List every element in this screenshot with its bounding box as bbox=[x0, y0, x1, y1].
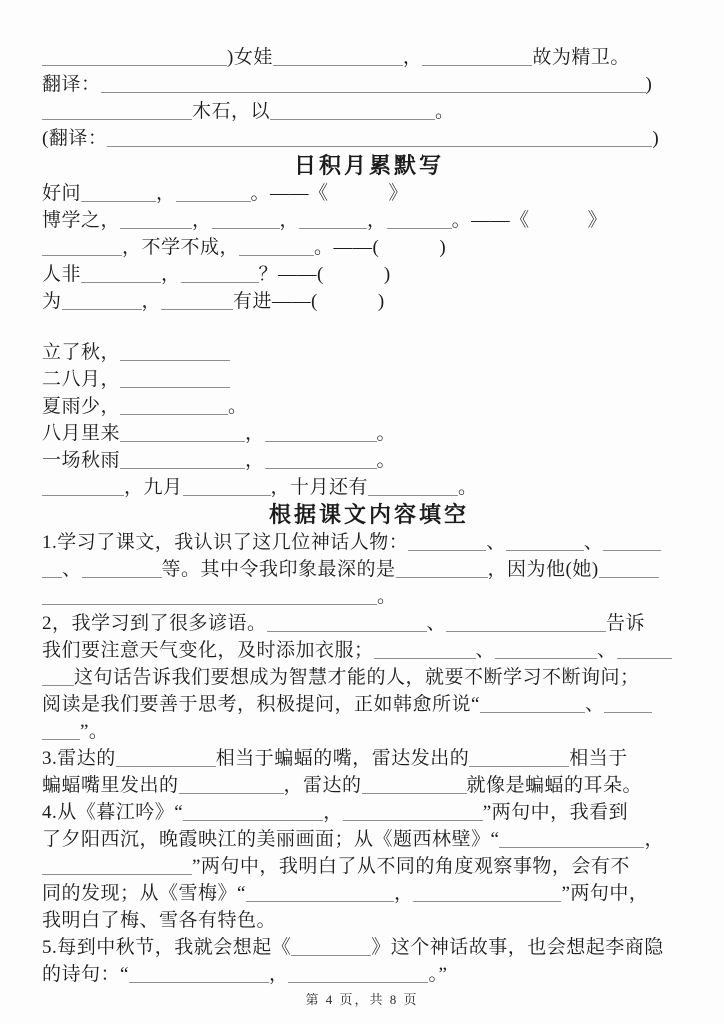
text-run: 为 bbox=[42, 291, 62, 312]
blank-field bbox=[396, 558, 488, 578]
blank-field bbox=[176, 182, 251, 202]
text-run: ， bbox=[161, 264, 181, 285]
blank-field bbox=[42, 558, 62, 578]
blank-field bbox=[62, 290, 142, 310]
text-run: 。 bbox=[228, 396, 248, 417]
question-3-line bbox=[42, 745, 696, 772]
text-run: 我们要注意天气变化，及时添加衣服； bbox=[42, 640, 374, 661]
text-run: 就像是蝙蝠的耳朵。 bbox=[466, 775, 643, 796]
text-run: 1.学习了课文，我认识了这几位神话人物： bbox=[42, 532, 409, 553]
text-run: 2，我学习到了很多谚语。 bbox=[42, 613, 267, 634]
text-run: ， bbox=[141, 291, 162, 312]
blank-field bbox=[42, 100, 192, 120]
text-run: 、 bbox=[597, 640, 617, 661]
blank-field bbox=[120, 209, 192, 229]
blank-field bbox=[42, 855, 192, 875]
blank-field bbox=[374, 639, 476, 659]
text-run: ) bbox=[377, 291, 385, 312]
text-run: ， bbox=[245, 423, 265, 444]
blank-field bbox=[42, 46, 227, 66]
question-1-line bbox=[42, 529, 696, 556]
question-4-line bbox=[42, 799, 696, 826]
text-run: ， bbox=[156, 183, 176, 204]
jingwei-passage-line bbox=[42, 98, 696, 125]
blank-field bbox=[179, 774, 284, 794]
weather-proverbs-line bbox=[42, 393, 696, 420]
text-run: 、 bbox=[475, 640, 496, 661]
text-run: ， bbox=[268, 964, 289, 985]
text-run: 告诉 bbox=[606, 613, 646, 634]
text-run: ) bbox=[652, 128, 660, 149]
text-run: 阅读是我们要善于思考，积极提问，正如韩愈所说“ bbox=[42, 694, 480, 715]
text-run: 。 bbox=[435, 101, 455, 122]
blank-field bbox=[291, 936, 371, 956]
blank-field bbox=[101, 73, 646, 93]
text-run: 5.每到中秋节，我就会想起《 bbox=[42, 937, 292, 958]
blank-field bbox=[42, 476, 124, 496]
vertical-gap bbox=[42, 315, 696, 339]
riji-quotes-line bbox=[42, 288, 696, 315]
blank-field bbox=[368, 476, 458, 496]
text-run: 翻译： bbox=[42, 74, 101, 95]
text-run: 一场秋雨 bbox=[42, 450, 121, 471]
riji-quotes-line bbox=[42, 261, 696, 288]
text-run: 相当于 bbox=[569, 748, 628, 769]
blank-field bbox=[603, 531, 661, 551]
worksheet-body bbox=[42, 44, 696, 988]
blank-field bbox=[181, 263, 259, 283]
text-run: 。” bbox=[428, 964, 448, 985]
text-run: 。 bbox=[376, 423, 397, 444]
text-run: ， bbox=[393, 883, 414, 904]
jingwei-passage-line bbox=[42, 44, 696, 71]
blank-field bbox=[183, 801, 323, 821]
blank-field bbox=[81, 182, 156, 202]
text-run: 人非 bbox=[42, 264, 82, 285]
text-run: ， bbox=[245, 450, 265, 471]
blank-field bbox=[116, 747, 216, 767]
blank-field bbox=[617, 639, 672, 659]
text-run: 故为精卫。 bbox=[532, 47, 630, 68]
blank-field bbox=[469, 747, 569, 767]
text-run: ”两句中，我看到 bbox=[482, 802, 629, 823]
text-run: ) bbox=[645, 74, 653, 95]
text-run: 、 bbox=[486, 532, 506, 553]
text-run: 等。其中令我印象最深的是 bbox=[161, 559, 396, 580]
question-4-line bbox=[42, 907, 696, 934]
blank-field bbox=[273, 46, 403, 66]
blank-field bbox=[183, 476, 271, 496]
blank-field bbox=[81, 263, 161, 283]
text-run: ， bbox=[367, 210, 387, 231]
page-footer: 第 4 页，共 8 页 bbox=[305, 992, 419, 1007]
question-1-line bbox=[42, 583, 696, 610]
blank-field bbox=[446, 612, 606, 632]
text-run: ？——( bbox=[258, 264, 324, 285]
text-run: 博学之， bbox=[42, 210, 121, 231]
text-run: 夏雨少， bbox=[42, 396, 121, 417]
question-5-line bbox=[42, 934, 696, 961]
text-run: 。——( bbox=[314, 237, 380, 258]
blank-field bbox=[495, 639, 597, 659]
question-4-line bbox=[42, 853, 696, 880]
blank-field bbox=[129, 963, 269, 983]
blank-field bbox=[161, 290, 233, 310]
blank-field bbox=[120, 341, 230, 361]
text-run: 》 bbox=[388, 183, 409, 204]
text-run: 好问 bbox=[42, 183, 82, 204]
question-1-line bbox=[42, 556, 696, 583]
blank-field bbox=[265, 449, 377, 469]
text-run: 3.雷达的 bbox=[42, 748, 116, 769]
text-run: 木石，以 bbox=[192, 101, 271, 122]
text-run: 、 bbox=[583, 532, 604, 553]
riji-quotes-line bbox=[42, 234, 696, 261]
riji-quotes-line bbox=[42, 207, 696, 234]
blank-field bbox=[42, 720, 80, 740]
weather-proverbs-line bbox=[42, 474, 696, 501]
text-run: 、 bbox=[62, 559, 82, 580]
blank-field bbox=[408, 531, 486, 551]
blank-field bbox=[120, 449, 245, 469]
blank-field bbox=[413, 882, 561, 902]
blank-field bbox=[599, 558, 659, 578]
text-run: ， bbox=[644, 829, 664, 850]
text-run: ， bbox=[402, 47, 423, 68]
blank-field bbox=[120, 422, 245, 442]
text-run: 立了秋， bbox=[42, 342, 121, 363]
jingwei-passage-line bbox=[42, 125, 696, 152]
blank-field bbox=[120, 368, 230, 388]
blank-field bbox=[120, 395, 228, 415]
text-run: 蝙蝠嘴里发出的 bbox=[42, 775, 179, 796]
weather-proverbs-line bbox=[42, 447, 696, 474]
blank-field bbox=[506, 531, 584, 551]
text-run: (翻译： bbox=[42, 128, 108, 149]
text-run: 相当于蝙蝠的嘴，雷达发出的 bbox=[215, 748, 470, 769]
text-run: ，不学不成， bbox=[122, 237, 240, 258]
text-run: ) bbox=[383, 264, 391, 285]
blank-field bbox=[265, 422, 377, 442]
blank-field bbox=[239, 236, 314, 256]
text-run: 了夕阳西沉，晚霞映江的美丽画面；从《题西林壁》“ bbox=[42, 829, 500, 850]
text-run: 。——《 bbox=[451, 210, 530, 231]
header-kewen-tiankong: 根据课文内容填空 bbox=[268, 502, 469, 527]
question-2-line bbox=[42, 610, 696, 637]
text-run: 。 bbox=[458, 477, 478, 498]
question-4-line bbox=[42, 880, 696, 907]
blank-field bbox=[299, 209, 367, 229]
blank-field bbox=[362, 774, 467, 794]
text-run: ，因为他(她) bbox=[487, 559, 599, 580]
text-run: ， bbox=[192, 210, 212, 231]
text-run: 、 bbox=[426, 613, 447, 634]
blank-field bbox=[343, 801, 483, 821]
text-run: 我明白了梅、雪各有特色。 bbox=[42, 910, 277, 931]
text-run: ， bbox=[323, 802, 343, 823]
text-run: ) bbox=[439, 237, 447, 258]
text-run: ，雷达的 bbox=[283, 775, 362, 796]
blank-field bbox=[42, 236, 122, 256]
blank-field bbox=[212, 209, 280, 229]
question-4-line bbox=[42, 826, 696, 853]
blank-field bbox=[107, 127, 652, 147]
header-riji-moxie: 日积月累默写 bbox=[293, 153, 444, 178]
jingwei-passage-line bbox=[42, 71, 696, 98]
text-run: ”两句中，我明白了从不同的角度观察事物，会有不 bbox=[192, 856, 630, 877]
blank-field bbox=[499, 828, 644, 848]
blank-field bbox=[422, 46, 532, 66]
question-3-line bbox=[42, 772, 696, 799]
text-run: 。 bbox=[376, 450, 397, 471]
question-2-line bbox=[42, 664, 696, 691]
blank-field bbox=[82, 558, 162, 578]
text-run: 同的发现；从《雪梅》“ bbox=[42, 883, 246, 904]
text-run: ，九月 bbox=[124, 477, 183, 498]
text-run: ”两句中， bbox=[561, 883, 649, 904]
riji-quotes-line bbox=[42, 180, 696, 207]
question-5-line bbox=[42, 961, 696, 988]
text-run: 的诗句：“ bbox=[42, 964, 129, 985]
question-2-line bbox=[42, 691, 696, 718]
text-run: ，十月还有 bbox=[270, 477, 369, 498]
blank-field bbox=[387, 209, 452, 229]
weather-proverbs-line bbox=[42, 366, 696, 393]
text-run: 这句话告诉我们要想成为智慧才能的人，就要不断学习不断询问； bbox=[74, 667, 640, 688]
text-run: 。 bbox=[377, 586, 397, 607]
text-run: 》 bbox=[587, 210, 608, 231]
blank-field bbox=[288, 963, 428, 983]
text-run: ”。 bbox=[80, 721, 109, 742]
blank-field bbox=[42, 585, 377, 605]
blank-field bbox=[42, 666, 74, 686]
question-2-line bbox=[42, 718, 696, 745]
text-run: 有进——( bbox=[233, 291, 318, 312]
weather-proverbs-line bbox=[42, 420, 696, 447]
text-run: 4.从《暮江吟》“ bbox=[42, 802, 184, 823]
text-run: 二八月， bbox=[42, 369, 121, 390]
text-run: 八月里来 bbox=[42, 423, 121, 444]
blank-field bbox=[480, 693, 585, 713]
blank-field bbox=[267, 612, 427, 632]
blank-field bbox=[270, 100, 435, 120]
blank-field bbox=[246, 882, 394, 902]
text-run: )女娃 bbox=[227, 47, 273, 68]
text-run: 。——《 bbox=[250, 183, 329, 204]
blank-field bbox=[604, 693, 652, 713]
weather-proverbs-line bbox=[42, 339, 696, 366]
text-run: ， bbox=[279, 210, 300, 231]
question-2-line bbox=[42, 637, 696, 664]
text-run: 、 bbox=[584, 694, 605, 715]
text-run: 》这个神话故事，也会想起李商隐 bbox=[371, 937, 664, 958]
